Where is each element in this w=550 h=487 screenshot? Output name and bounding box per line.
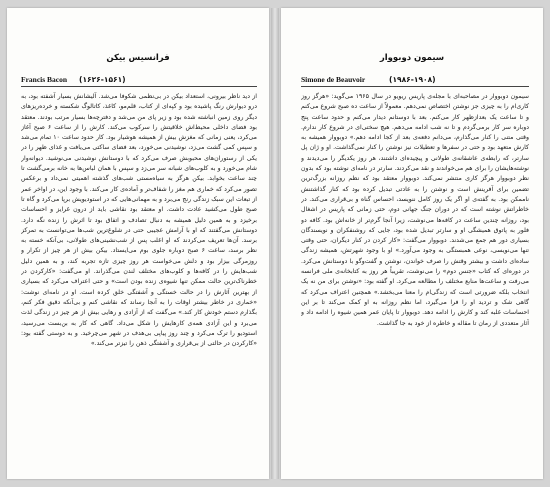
latin-name: Francis Bacon xyxy=(21,75,68,84)
book-gutter xyxy=(271,8,279,479)
latin-name: Simone de Beauvoir xyxy=(301,75,366,84)
life-years: (۱۹۸۶-۱۹۰۸) xyxy=(389,75,436,84)
life-years: (۱۶۲۶-۱۵۶۱) xyxy=(79,75,126,84)
body-text xyxy=(21,92,257,450)
header-rule xyxy=(301,86,529,87)
left-page xyxy=(7,8,269,479)
body-text xyxy=(301,92,529,460)
page-heading: سیمون دوبووار xyxy=(379,53,445,63)
page-heading: فرانسیس بیکن xyxy=(106,53,170,63)
body-paragraph: از دید ناظر بیرونی، استعداد بیکن در بی‌نظمی شکوفا می‌شد. آلیشانش بسیار آشفته بود، به درو دیوارش رنگ پاشیده بود و کپه‌ای از کتاب، قلم‌مو، کاغذ، کاتالوگ شکسته و خرده‌ریزهای دیگر روی زمین انباشته شده بود و زیر پای من می‌شد و دفترچه‌ها بسیار مرتب بودند. معتقد بود فضای داخلی محیط‌اش خلاقیتش را سرکوب می‌کند. کارش را از ساعت ۶ صبح آغاز می‌کرد، یعنی زمانی که مغزش بیش از همیشه هوشیار بود. کار حدود ساعت ۱۰ تمام می‌شد و سپس کمی گشت می‌زد، نوشیدنی می‌خورد، بعد فضای ساکتی می‌یافت و غذای ظهر را در یکی از رستوران‌های محبوبش صرف می‌کرد که با دوستانش نوشیدنی می‌نوشید. دیوانه‌وار شام می‌خورد و به کلوب‌های شبانه سر می‌زد و سپس با همان لباس‌ها به خانه برمی‌گشت تا چند ساعت بخوابد. بیکن هرگز به سیاه‌مستی شب‌های گذشته اهمیتی نمی‌داد و برعکس تصور می‌کرد که خماری هم مغز را شفاف‌تر و آماده‌ی کار می‌کند. با وجود این، در اواخر عمر از تبعات این سبک زندگی رنج می‌برد و به مهمانی‌هایی که در استودیویش برپا می‌کرد و گاه تا صبح طول می‌کشید عادت داشت. او معتقد بود نقاشی باید از درون غرایز و احساسات برخیزد و به همین دلیل همیشه به دنبال تصادف و اتفاق بود تا اثرش را زنده نگه دارد. دوستانش می‌گفتند که او با آرامش عجیبی حتی در شلوغ‌ترین شب‌ها می‌توانست به تمرکز برسد. آن‌ها تعریف می‌کردند که او اغلب پس از شب‌نشینی‌های طولانی، بی‌آنکه خسته به نظر برسد، ساعت ۶ صبح دوباره جلوی بوم می‌ایستاد. بیکن بیش از هر چیز از تکرار و روزمرگی بیزار بود و دلش می‌خواست هر روز چیزی تازه تجربه کند، و به همین دلیل شب‌هایش را در کافه‌ها و کلوب‌های مختلف لندن می‌گذراند. او می‌گفت: «کارکردن در خطرناک‌ترین حالت ممکن تنها شیوه‌ی زنده بودن است» و حتی اعتراف می‌کرد که بسیاری از بهترین آثارش را در حالت خستگی و آشفتگی خلق کرده است. او در نامه‌ای نوشت: «خماری در خاطر بیشتر اوقات را به آنجا رساند که نقاشی کنم و بی‌آنکه دقیق فکر کنم، بگذارم دستم خودش کار کند.» می‌گفت که از آزادی و رهایی بیش از هر چیز در زندگی لذت می‌برد و این آزادی همه‌ی کارهایش را شکل می‌داد. گاهی که کار به بن‌بست می‌رسید، استودیو را ترک می‌کرد و چند روز پیاپی بی‌هدف در شهر می‌چرخید. و به دوستی گفته بود: «کارکردن در حالتی از بی‌قراری و آشفتگی ذهن را تیزتر می‌کند.» xyxy=(21,93,257,348)
header-rule xyxy=(21,86,257,87)
right-page xyxy=(281,8,543,479)
body-paragraph: سیمون دوبووار در مصاحبه‌ای با مجله‌ی پاریس ریویو در سال ۱۹۶۵ می‌گوید: «هرگز روز کاری‌ام را به چیزی جز نوشتن اختصاص نمی‌دهم. معمولاً از ساعت ده صبح شروع می‌کنم و تا ساعت یک بعدازظهر کار می‌کنم. بعد با دوستانم دیدار می‌کنم و حدود ساعت پنج دوباره سر کار برمی‌گردم و تا نه شب ادامه می‌دهم. هیچ سختی‌ای در شروع کار ندارم. وقتی متنی را کنار می‌گذارم، می‌دانم دفعه‌ی بعد از کجا ادامه دهم.» دوبووار همیشه به کارش متعهد بود و حتی در سفرها و تعطیلات نیز نوشتن را کنار نمی‌گذاشت. او و ژان پل سارتر، که رابطه‌ی عاشقانه‌ی طولانی و پیچیده‌ای داشتند، هر روز یکدیگر را می‌دیدند و نوشته‌هایشان را برای هم می‌خواندند و نقد می‌کردند. سارتر در نامه‌ای نوشته بود که بدون نظر دوبووار هرگز کاری منتشر نمی‌کند. دوبووار معتقد بود که نظم روزانه بزرگ‌ترین تضمین برای آفرینش است و نوشتن را به عادتی تبدیل کرده بود که کنار گذاشتنش ناممکن بود. به گفته‌ی او اگر یک روز کامل ننویسد، احساس گناه و بی‌قراری می‌کند. در خاطراتش نوشته است که در دوران جنگ جهانی دوم، حتی زمانی که پاریس در اشغال بود، روزانه چندین ساعت در کافه‌ها می‌نوشت، زیرا آنجا گرم‌تر از خانه‌اش بود. کافه دو فلور به پاتوق همیشگی او و سارتر تبدیل شده بود، جایی که روشنفکران و نویسندگان بسیاری دور هم جمع می‌شدند. دوبووار می‌گفت: «کار کردن در کنار دیگران، حتی وقتی تنها می‌نویسی، نوعی همبستگی به وجود می‌آورد.» او با وجود شهرتش، همیشه زندگی ساده‌ای داشت و بیشتر وقتش را صرف خواندن، نوشتن و گفت‌وگو با دوستانش می‌کرد. در دوره‌ای که کتاب «جنس دوم» را می‌نوشت، تقریباً هر روز به کتابخانه‌ی ملی فرانسه می‌رفت و ساعت‌ها منابع مختلف را مطالعه می‌کرد. او گفته بود: «نوشتن برای من نه یک انتخاب بلکه ضرورتی است که زندگی‌ام را معنا می‌بخشد.» همچنین اعتراف می‌کرد که گاهی شک و تردید او را فرا می‌گیرد، اما نظم روزانه به او کمک می‌کند تا بر این احساسات غلبه کند و کارش را ادامه دهد. دوبووار تا پایان عمر همین شیوه را ادامه داد و آثار متعددی از رمان تا مقاله و خاطره از خود به جا گذاشت. xyxy=(301,93,529,327)
